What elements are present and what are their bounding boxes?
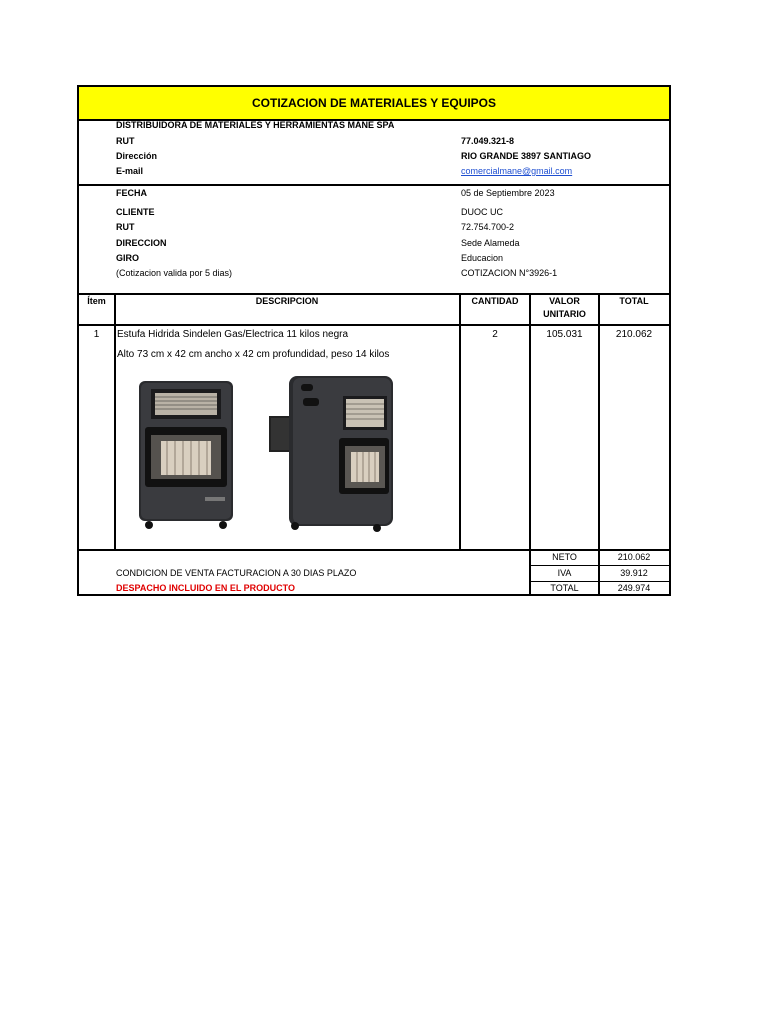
total-value: 249.974 (617, 583, 651, 593)
row-valor-unitario: 105.031 (546, 329, 583, 340)
shipping-note: DESPACHO INCLUIDO EN EL PRODUCTO (116, 583, 296, 593)
sale-condition: CONDICION DE VENTA FACTURACION A 30 DIAS PLAZO (116, 568, 357, 578)
giro-value: Educacion (461, 253, 504, 263)
cliente-value: DUOC UC (461, 207, 503, 217)
client-rut-label: RUT (116, 222, 135, 232)
row-desc-line1: Estufa Hidrida Sindelen Gas/Electrica 11 kilos negra (117, 329, 349, 340)
quotation-title: COTIZACION DE MATERIALES Y EQUIPOS (79, 87, 669, 119)
quote-number: COTIZACION N°3926-1 (461, 268, 558, 278)
company-address-value: RIO GRANDE 3897 SANTIAGO (461, 151, 592, 161)
company-rut-label: RUT (116, 136, 135, 146)
row-total: 210.062 (615, 329, 653, 340)
iva-label: IVA (557, 568, 572, 578)
total-label: TOTAL (550, 583, 579, 593)
company-email-label: E-mail (116, 166, 144, 176)
heater-front-image (137, 379, 239, 532)
cliente-label: CLIENTE (116, 207, 155, 217)
iva-value: 39.912 (620, 568, 648, 578)
fecha-value: 05 de Septiembre 2023 (461, 188, 555, 198)
direccion-label: DIRECCION (116, 238, 167, 248)
header-valor-line1: VALOR (549, 296, 580, 306)
header-descripcion: DESCRIPCION (255, 296, 319, 306)
neto-label: NETO (552, 552, 577, 562)
company-email-link[interactable]: comercialmane@gmail.com (461, 166, 573, 176)
validity-note: (Cotizacion valida por 5 dias) (116, 268, 233, 278)
header-total: TOTAL (619, 296, 649, 306)
header-item: Ítem (87, 296, 106, 306)
company-address-label: Dirección (116, 151, 158, 161)
header-cantidad: CANTIDAD (471, 296, 519, 306)
fecha-label: FECHA (116, 188, 147, 198)
header-valor-line2: UNITARIO (543, 309, 586, 319)
row-desc-line2: Alto 73 cm x 42 cm ancho x 42 cm profundidad, peso 14 kilos (117, 349, 390, 360)
client-rut-value: 72.754.700-2 (461, 222, 515, 232)
quotation-sheet (77, 85, 671, 596)
direccion-value: Sede Alameda (461, 238, 520, 248)
row-item: 1 (93, 329, 100, 340)
heater-side-image (267, 370, 397, 532)
company-rut-value: 77.049.321-8 (461, 136, 515, 146)
row-cantidad: 2 (492, 329, 498, 340)
neto-value: 210.062 (617, 552, 651, 562)
giro-label: GIRO (116, 253, 140, 263)
company-name: DISTRIBUIDORA DE MATERIALES Y HERRAMIENTAS MANE SPA (116, 120, 395, 130)
